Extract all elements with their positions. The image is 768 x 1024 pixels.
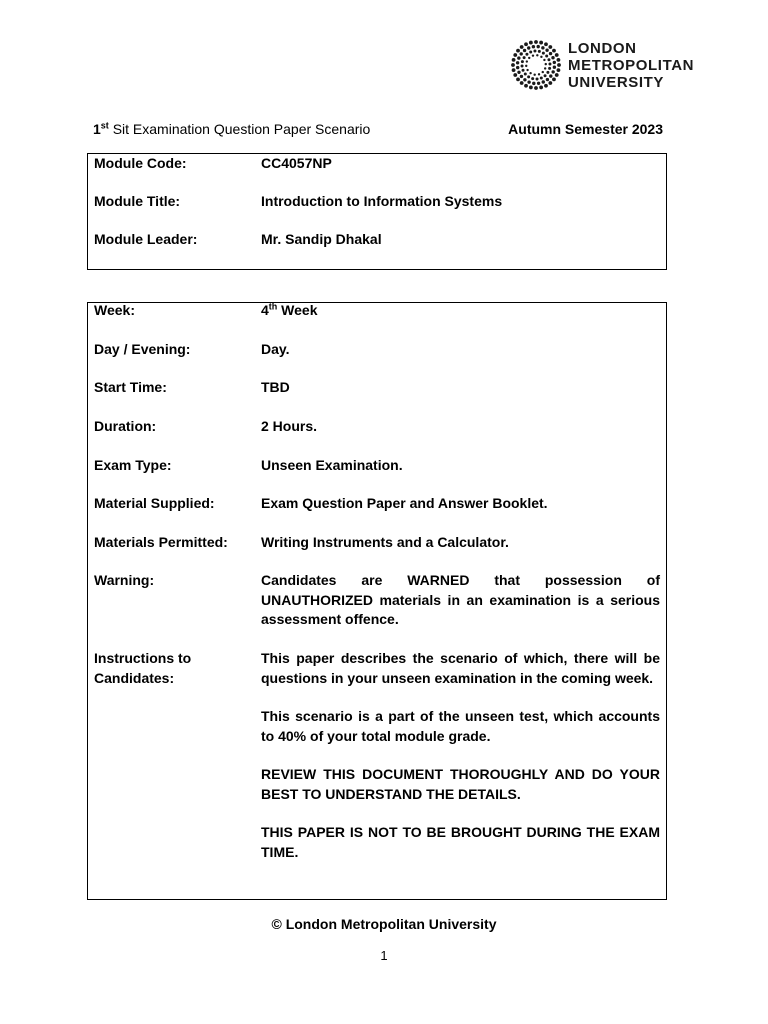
materials-permitted-label: Materials Permitted: <box>94 534 228 550</box>
warning-value: Candidates are WARNED that possession of UNAUTHORIZED materials in an examination is a serious assessment offence. <box>261 572 660 627</box>
logo-dot <box>525 53 528 56</box>
logo-dot <box>531 77 534 80</box>
logo-dot <box>532 45 535 48</box>
page-number: 1 <box>380 948 388 963</box>
logo-dot <box>517 71 520 74</box>
duration-value: 2 Hours. <box>261 418 318 434</box>
duration-label: Duration: <box>94 418 157 434</box>
logo-dot <box>542 71 544 73</box>
logo-dot <box>552 77 556 81</box>
logo-dot <box>529 86 533 90</box>
logo-dot <box>551 70 554 73</box>
logo-dot <box>542 52 545 55</box>
module-leader-label: Module Leader: <box>94 231 198 247</box>
logo-line-1: LONDON <box>568 39 637 57</box>
material-supplied-value: Exam Question Paper and Answer Booklet. <box>261 495 548 511</box>
logo-dot <box>526 69 528 71</box>
module-title-label: Module Title: <box>94 193 181 209</box>
logo-dots-icon <box>510 39 562 91</box>
logo-dot <box>552 49 556 53</box>
material-supplied-label: Material Supplied: <box>94 495 215 511</box>
semester-label: Autumn Semester 2023 <box>508 121 663 137</box>
logo-dot <box>520 52 523 55</box>
logo-dot <box>545 63 547 65</box>
copyright-footer: © London Metropolitan University <box>271 916 497 932</box>
logo-dot <box>516 66 519 69</box>
day-value: Day. <box>261 341 290 357</box>
logo-dot <box>521 60 524 63</box>
logo-dot <box>547 58 550 61</box>
logo-dot <box>539 86 543 90</box>
logo-dot <box>529 51 532 54</box>
logo-dot <box>544 67 546 69</box>
logo-dot <box>536 54 538 56</box>
logo-dot <box>548 45 552 49</box>
logo-dot <box>537 45 540 48</box>
materials-permitted-value: Writing Instruments and a Calculator. <box>261 534 509 550</box>
logo-dot <box>517 56 520 59</box>
logo-dot <box>549 74 552 77</box>
logo-dot <box>511 63 515 67</box>
warning-label: Warning: <box>94 572 155 588</box>
week-number: 4 <box>261 302 269 318</box>
logo-dot <box>524 73 527 76</box>
logo-dot <box>540 76 543 79</box>
paper-title-text: Sit Examination Question Paper Scenario <box>108 121 371 137</box>
logo-dot <box>543 59 545 61</box>
logo-dot <box>526 60 528 62</box>
logo-dot <box>527 75 530 78</box>
logo-dot <box>520 75 523 78</box>
logo-dot <box>534 86 538 90</box>
start-time-value: TBD <box>261 379 290 395</box>
logo-dot <box>544 42 548 46</box>
logo-dot <box>532 54 534 56</box>
module-leader-value: Mr. Sandip Dhakal <box>261 231 382 247</box>
logo-dot <box>546 71 549 74</box>
logo-dot <box>544 84 548 88</box>
exam-details-box <box>87 302 667 900</box>
logo-dot <box>538 50 541 53</box>
logo-wordmark <box>568 40 694 91</box>
logo-dot <box>513 53 517 57</box>
sit-number: 1 <box>93 121 101 137</box>
exam-type-value: Unseen Examination. <box>261 457 403 473</box>
logo-dot <box>529 41 533 45</box>
logo-dot <box>541 46 544 49</box>
logo-dot <box>555 73 559 77</box>
logo-dot <box>553 66 556 69</box>
logo-dot <box>545 49 548 52</box>
logo-dot <box>523 49 526 52</box>
logo-line-2: METROPOLITAN <box>568 56 695 74</box>
week-value <box>261 301 660 321</box>
logo-dot <box>551 56 554 59</box>
instructions-label-line-2: Candidates: <box>94 669 175 686</box>
logo-dot <box>523 78 526 81</box>
week-label: Week: <box>94 302 135 318</box>
logo-dot <box>524 42 528 46</box>
logo-dot <box>522 69 525 72</box>
university-logo <box>510 18 710 112</box>
instructions-paragraph-4: THIS PAPER IS NOT TO BE BROUGHT DURING THE EXAM TIME. <box>261 824 660 860</box>
module-code-value: CC4057NP <box>261 155 332 171</box>
logo-dot <box>512 68 516 72</box>
logo-dot <box>548 81 552 85</box>
logo-dot <box>524 84 528 88</box>
logo-dot <box>536 77 539 80</box>
logo-dot <box>542 80 545 83</box>
instructions-value <box>261 649 660 862</box>
logo-dot <box>521 65 524 68</box>
logo-dot <box>528 57 530 59</box>
logo-dot <box>520 81 524 85</box>
logo-dot <box>557 63 561 67</box>
module-title-value: Introduction to Information Systems <box>261 193 503 209</box>
logo-dot <box>546 78 549 81</box>
module-code-label: Module Code: <box>94 155 187 171</box>
exam-type-label: Exam Type: <box>94 457 172 473</box>
instructions-paragraph-1: This paper describes the scenario of which, there will be questions in your unseen examination in the coming week. <box>261 650 660 686</box>
logo-dot <box>532 82 535 85</box>
logo-dot <box>555 53 559 57</box>
logo-dot <box>525 65 527 67</box>
paper-title <box>93 121 370 137</box>
logo-dot <box>548 62 551 65</box>
logo-dot <box>529 72 531 74</box>
logo-dot <box>557 68 561 72</box>
start-time-label: Start Time: <box>94 379 167 395</box>
logo-dot <box>512 58 516 62</box>
logo-dot <box>539 41 543 45</box>
day-label: Day / Evening: <box>94 341 191 357</box>
logo-dot <box>548 67 551 70</box>
logo-dot <box>557 58 561 62</box>
logo-dot <box>533 74 535 76</box>
logo-dot <box>513 73 517 77</box>
logo-line-3: UNIVERSITY <box>568 73 665 91</box>
instructions-paragraph-3: REVIEW THIS DOCUMENT THOROUGHLY AND DO YOUR BEST TO UNDERSTAND THE DETAILS. <box>261 766 660 802</box>
logo-dot <box>540 56 542 58</box>
logo-dot <box>523 56 526 59</box>
instructions-label <box>94 649 254 688</box>
logo-dot <box>516 77 520 81</box>
instructions-label-line-1: Instructions to <box>94 650 192 666</box>
logo-dot <box>544 74 547 77</box>
sit-suffix: st <box>100 120 109 131</box>
logo-dot <box>538 73 540 75</box>
logo-dot <box>516 61 519 64</box>
logo-dot <box>549 52 552 55</box>
module-info-box <box>87 153 667 270</box>
logo-dot <box>533 50 536 53</box>
logo-dot <box>520 45 524 49</box>
week-rest: Week <box>277 302 318 318</box>
logo-dot <box>545 54 548 57</box>
logo-dot <box>534 40 538 44</box>
instructions-paragraph-2: This scenario is a part of the unseen test, which accounts to 40% of your total module grade. <box>261 708 660 744</box>
logo-dot <box>516 49 520 53</box>
week-suffix: th <box>268 301 278 312</box>
logo-dot <box>527 46 530 49</box>
logo-dot <box>537 82 540 85</box>
logo-dot <box>527 80 530 83</box>
logo-dot <box>553 61 556 64</box>
